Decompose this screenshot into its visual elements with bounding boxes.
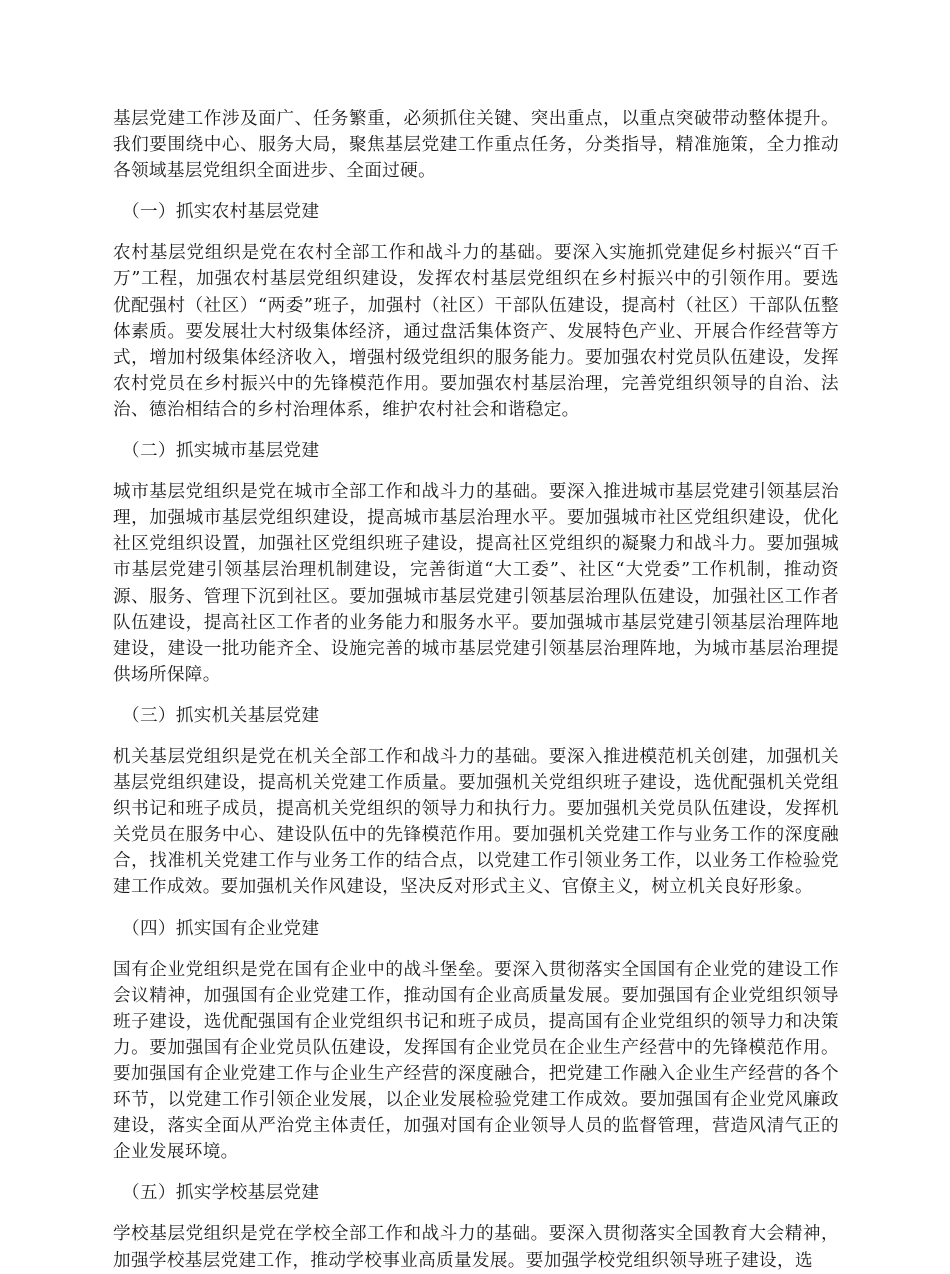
- section-body-5: 学校基层党组织是党在学校全部工作和战斗力的基础。要深入贯彻落实全国教育大会精神，加强学校基层党建工作，推动学校事业高质量发展。要加强学校党组织领导班子建设，选: [113, 1224, 839, 1271]
- section-body-3: 机关基层党组织是党在机关全部工作和战斗力的基础。要深入推进模范机关创建，加强机关基层党组织建设，提高机关党建工作质量。要加强机关党组织班子建设，选优配强机关党组织书记和班子成员，提高机关党组织的领导力和执行力。要加强机关党员队伍建设，发挥机关党员在服务中心、建设队伍中的先锋模范作用。要加强机关党建工作与业务工作的深度融合，找准机关党建工作与业务工作的结合点，以党建工作引领业务工作，以业务工作检验党建工作成效。要加强机关作风建设，坚决反对形式主义、官僚主义，树立机关良好形象。: [113, 746, 839, 898]
- section-heading-5: （五）抓实学校基层党建: [122, 1183, 320, 1204]
- section-heading-3: （三）抓实机关基层党建: [122, 705, 320, 726]
- section-body-4: 国有企业党组织是党在国有企业中的战斗堡垒。要深入贯彻落实全国国有企业党的建设工作会议精神，加强国有企业党建工作，推动国有企业高质量发展。要加强国有企业党组织领导班子建设，选优配强国有企业党组织书记和班子成员，提高国有企业党组织的领导力和决策力。要加强国有企业党员队伍建设，发挥国有企业党员在企业生产经营中的先锋模范作用。要加强国有企业党建工作与企业生产经营的深度融合，把党建工作融入企业生产经营的各个环节，以党建工作引领企业发展，以企业发展检验党建工作成效。要加强国有企业党风廉政建设，落实全面从严治党主体责任，加强对国有企业领导人员的监督管理，营造风清气正的企业发展环境。: [113, 959, 839, 1163]
- document-text-column: [113, 106, 839, 1274]
- section-heading-2: （二）抓实城市基层党建: [122, 441, 320, 462]
- intro-paragraph: 基层党建工作涉及面广、任务繁重，必须抓住关键、突出重点，以重点突破带动整体提升。我们要围绕中心、服务大局，聚焦基层党建工作重点任务，分类指导，精准施策，全力推动各领域基层党组织全面进步、全面过硬。: [113, 109, 839, 182]
- section-body-2: 城市基层党组织是党在城市全部工作和战斗力的基础。要深入推进城市基层党建引领基层治理，加强城市基层党组织建设，提高城市基层治理水平。要加强城市社区党组织建设，优化社区党组织设置，加强社区党组织班子建设，提高社区党组织的凝聚力和战斗力。要加强城市基层党建引领基层治理机制建设，完善街道“大工委”、社区“大党委”工作机制，推动资源、服务、管理下沉到社区。要加强城市基层党建引领基层治理队伍建设，加强社区工作者队伍建设，提高社区工作者的业务能力和服务水平。要加强城市基层党建引领基层治理阵地建设，建设一批功能齐全、设施完善的城市基层党建引领基层治理阵地，为城市基层治理提供场所保障。: [113, 482, 839, 685]
- section-body-1: 农村基层党组织是党在农村全部工作和战斗力的基础。要深入实施抓党建促乡村振兴“百千万”工程，加强农村基层党组织建设，发挥农村基层党组织在乡村振兴中的引领作用。要选优配强村（社区）“两委”班子，加强村（社区）干部队伍建设，提高村（社区）干部队伍整体素质。要发展壮大村级集体经济，通过盘活集体资产、发展特色产业、开展合作经营等方式，增加村级集体经济收入，增强村级党组织的服务能力。要加强农村党员队伍建设，发挥农村党员在乡村振兴中的先锋模范作用。要加强农村基层治理，完善党组织领导的自治、法治、德治相结合的乡村治理体系，维护农村社会和谐稳定。: [113, 243, 839, 420]
- section-heading-4: （四）抓实国有企业党建: [122, 918, 320, 939]
- section-heading-1: （一）抓实农村基层党建: [122, 202, 320, 223]
